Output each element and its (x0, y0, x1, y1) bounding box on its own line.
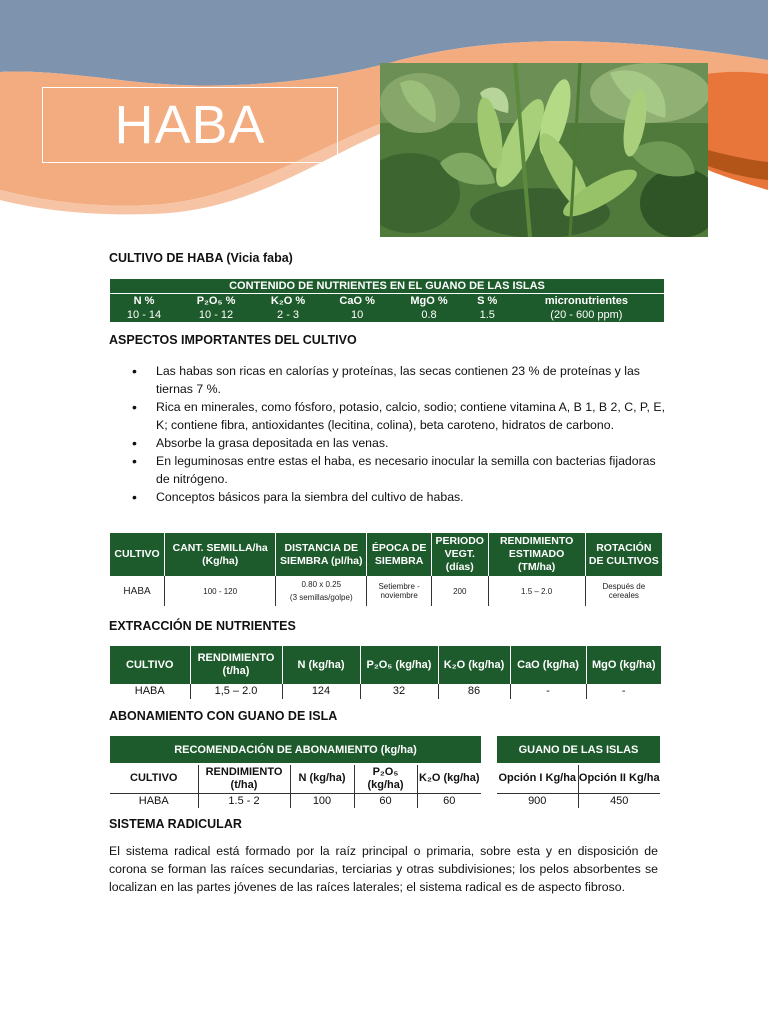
extraction-cell: - (510, 684, 586, 699)
nutrient-header: CaO % (339, 295, 375, 307)
fert-cell: 100 (290, 793, 354, 808)
sowing-cell: HABA (110, 576, 165, 606)
page-title: HABA (114, 95, 266, 155)
fert-header: RENDIMIENTO (t/ha) (198, 765, 290, 793)
list-item: • Rica en minerales, como fósforo, potasio, calcio, sodio; contiene vitamina A, B 1, B 2, C, P, E, K; contiene fibra, antioxidantes (lecitina, colina), beta caroteno, hidratos de carbono. (130, 398, 670, 434)
fert-header: N (kg/ha) (290, 765, 354, 793)
distance-note: (3 semillas/golpe) (289, 593, 353, 602)
sowing-header: DISTANCIA DE SIEMBRA (pl/ha) (276, 533, 367, 576)
extraction-cell: 86 (438, 684, 510, 699)
guano-cell: 900 (497, 793, 578, 808)
crop-title: CULTIVO DE HABA (Vicia faba) (109, 251, 293, 265)
extraction-header: P₂O₅ (kg/ha) (360, 646, 438, 684)
list-item: • En leguminosas entre estas el haba, es necesario inocular la semilla con bacterias fijadoras de nitrógeno. (130, 452, 670, 488)
extraction-cell: HABA (110, 684, 190, 699)
fava-bean-plant-image (380, 63, 708, 237)
sowing-cell: Setiembre - noviembre (367, 576, 432, 606)
guano-header: Opción II Kg/ha (578, 765, 660, 793)
title-frame (42, 87, 338, 163)
extraction-table (110, 646, 661, 699)
nutrient-value: (20 - 600 ppm) (550, 309, 623, 321)
nutrient-header: S % (477, 295, 498, 307)
sowing-cell: 1.5 – 2.0 (488, 576, 585, 606)
sowing-header: PERIODO VEGT. (días) (431, 533, 488, 576)
list-item: • Las habas son ricas en calorías y proteínas, las secas contienen 23 % de proteínas y las tiernas 7 %. (130, 362, 670, 398)
fert-header: K₂O (kg/ha) (417, 765, 481, 793)
extraction-header: MgO (kg/ha) (591, 658, 656, 671)
guano-header: Opción I Kg/ha (497, 765, 578, 793)
sowing-cell: 100 - 120 (165, 576, 276, 606)
extraction-cell: 124 (282, 684, 360, 699)
list-item: • Conceptos básicos para la siembra del cultivo de habas. (130, 488, 670, 506)
sowing-header: CULTIVO (110, 533, 165, 576)
sowing-cell: 200 (431, 576, 488, 606)
extraction-cell: 1,5 – 2.0 (190, 684, 282, 699)
extraction-cell: - (621, 685, 626, 697)
extraction-header: RENDIMIENTO (t/ha) (190, 646, 282, 684)
extraction-cell: 32 (360, 684, 438, 699)
sowing-header: ÉPOCA DE SIEMBRA (367, 533, 432, 576)
fert-cell: 60 (354, 793, 417, 808)
fertilization-table (110, 765, 481, 808)
guano-cell: 450 (610, 794, 629, 807)
extraction-heading: EXTRACCIÓN DE NUTRIENTES (109, 619, 296, 633)
extraction-header: CaO (kg/ha) (510, 646, 586, 684)
radical-heading: SISTEMA RADICULAR (109, 817, 242, 831)
aspects-list (130, 362, 670, 506)
fert-cell: HABA (110, 793, 198, 808)
nutrient-header: MgO % (410, 295, 448, 307)
nutrient-table-caption: CONTENIDO DE NUTRIENTES EN EL GUANO DE LAS ISLAS (110, 279, 664, 294)
distance-value: 0.80 x 0.25 (301, 580, 342, 589)
guano-caption: GUANO DE LAS ISLAS (497, 736, 660, 763)
fert-cell: 1.5 - 2 (198, 793, 290, 808)
fert-header: P₂O₅ (kg/ha) (354, 765, 417, 793)
nutrient-header: K₂O % (270, 295, 306, 307)
sowing-header: ROTACIÓN DE CULTIVOS (588, 541, 659, 567)
nutrient-value: 0.8 (421, 309, 437, 321)
nutrient-value: 10 - 14 (126, 309, 162, 321)
nutrient-value: 1.5 (479, 309, 495, 321)
extraction-header: N (kg/ha) (282, 646, 360, 684)
nutrient-header: N % (133, 295, 155, 307)
list-item: • Absorbe la grasa depositada en las venas. (130, 434, 670, 452)
fert-header: CULTIVO (110, 765, 198, 793)
extraction-header: CULTIVO (110, 646, 190, 684)
nutrient-value: 10 - 12 (198, 309, 234, 321)
nutrient-content-table (110, 279, 664, 322)
nutrient-header: P₂O₅ % (196, 295, 236, 307)
fertilization-caption: RECOMENDACIÓN DE ABONAMIENTO (kg/ha) (110, 736, 481, 763)
sowing-header: CANT. SEMILLA/ha (Kg/ha) (165, 533, 276, 576)
sowing-table (110, 533, 662, 606)
sowing-cell: Después de cereales (602, 582, 646, 600)
fert-cell: 60 (443, 794, 456, 807)
fertilization-heading: ABONAMIENTO CON GUANO DE ISLA (109, 709, 338, 723)
aspects-heading: ASPECTOS IMPORTANTES DEL CULTIVO (109, 333, 357, 347)
guano-options-table (497, 765, 660, 808)
nutrient-value: 2 - 3 (277, 309, 300, 321)
extraction-header: K₂O (kg/ha) (438, 646, 510, 684)
sowing-header: RENDIMIENTO ESTIMADO (TM/ha) (488, 533, 585, 576)
nutrient-value: 10 (351, 309, 364, 321)
sowing-cell-distance (276, 576, 367, 606)
radical-paragraph: El sistema radical está formado por la raíz principal o primaria, sobre esta y en disposición de corona se forman las raíces secundarias, terciarias y otras subdivisiones; los pelos absorbentes se localizan en las partes jóvenes de las raíces laterales; el sistema radical es de aspecto fibroso. (109, 844, 658, 894)
nutrient-header: micronutrientes (544, 295, 628, 307)
